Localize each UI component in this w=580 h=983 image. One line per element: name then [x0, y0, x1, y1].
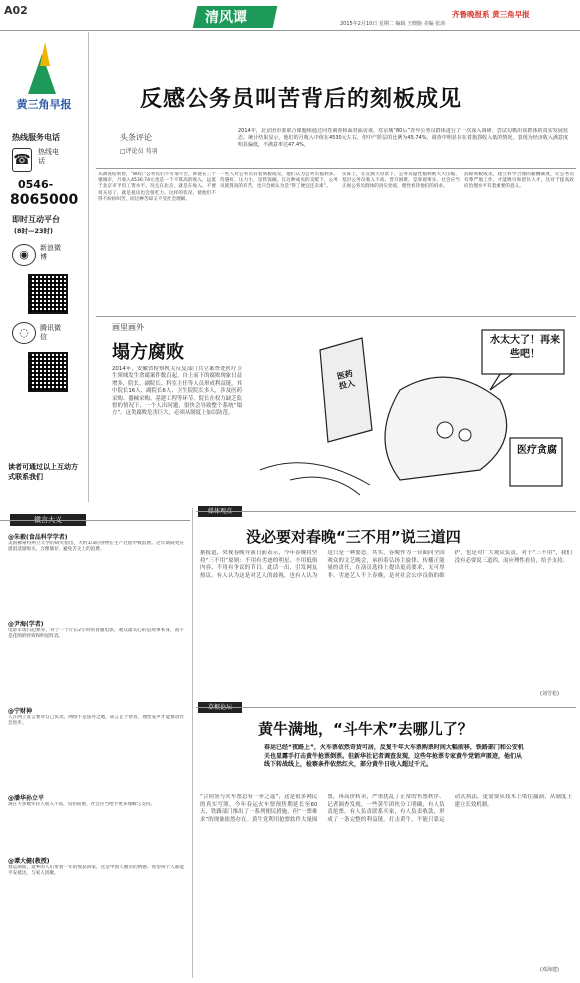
weibo-post-text: 电影市场日趋繁荣，对于一个片长2小时的普通电影，观众最关心的是故事本身，而不是花哨的特效和明星阵容。 [8, 628, 184, 640]
weibo-icon[interactable]: ◉ [12, 244, 36, 266]
cartoon-speech: 水太大了！再来些吧！ [490, 335, 560, 360]
lower-divider [192, 508, 193, 978]
phone-number: 8065000 [10, 192, 79, 208]
cartoon-section-label: 画里画外 [112, 323, 144, 332]
news-label: 草根论坛 [198, 702, 242, 713]
commentary-col-1: 从调查结果看，“80后”公务员们不可谓不苦，即使在三十强城市，月收入4530.74元也是一个不算高的收入，远低于北京市平均工资水平。况且在北京，就是在收入、不要说买房了，就是租房也会很吃力。这样的状况，使他们不得不纷纷叫苦，而这种苦却又不受社会理解。 [98, 172, 216, 202]
weibo-post-text: 春运期间，返乡的人们带着一年的收获回家，这是中国人独有的情感。希望每个人都能平安抵达，与家人团聚。 [8, 865, 184, 877]
column-rule [196, 511, 576, 512]
news-rule [196, 707, 576, 708]
cartoon-rule [96, 316, 576, 317]
weibo-label: 新浪微博 [40, 244, 61, 261]
weixin-label: 腾讯微信 [40, 324, 61, 341]
column-author: (刘雪松) [540, 691, 559, 697]
news-lead: 春运已经“夜路上”，火车票依然奇货可居，反复千年大车票购票时间大幅前移，铁路部门和公安机关也显露手打击黄牛抢票倒票。但新华社记者调查发现，这些年抢票专家黄牛党销声匿迹，他们从线下转战线上，检察条件依然红火，部分黄牛日收入超过千元。 [264, 744, 524, 769]
weibo-post-user[interactable]: @尹海(学者) [8, 621, 44, 628]
cartoon-body: 2014年，安徽省检察机关反复部门共立案查处医疗卫生领域发生贪腐案件数百起。自上而下的腐败现象日益增多，院长、副院长、科室主任等人员形成利益链，其中院长16人、副院长6人、卫生院院长多人，涉及医药采购、器械采购、基建工程等环节。院长在权力缺乏监督的情况下，一个人出问题，很快会导致整个系统“塌方”。这类腐败危害巨大，必须从制度上加以防范。 [112, 366, 242, 417]
weibo-post [8, 619, 184, 692]
weibo-posts [8, 532, 184, 929]
commentary-col-3: 实际上，在反腐大背景下，公务员隐性福利被大大压缩，基层公务员收入不高、晋升困难，是客观事实。社会应当正视公务员群体的真实处境，理性看待他们的诉求。 [342, 172, 460, 190]
commentary-author: □评论员 苟羽 [120, 148, 158, 155]
column-label: 媒体观点 [198, 506, 242, 517]
news-author: (邓海建) [540, 967, 559, 973]
weibo-post [8, 793, 184, 842]
column-title: 没必要对春晚“三不用”说三道四 [246, 528, 461, 546]
weixin-qr-code[interactable] [28, 352, 68, 392]
weibo-post-text: 现在大多数年轻人收入不高，负担较重，社会应当给予更多理解与支持。 [8, 802, 156, 807]
news-title: 黄牛满地，“斗牛术”去哪儿了？ [258, 720, 473, 738]
weibo-section-label: 微言大义 [10, 514, 86, 526]
weibo-post-user[interactable]: @谭大健(教授) [8, 858, 50, 865]
hotline-label: 热线电话 [38, 148, 59, 165]
phone-area: 0546- [18, 178, 54, 191]
weibo-post-text: 人在网上发言要对自己负责。网络不是法外之地，谣言止于智者，理性发声才能推动社会进步。 [8, 715, 184, 727]
section-title: 清风谭 [205, 10, 247, 26]
column-body: 据报道，央视春晚导演日前表示，今年春晚将坚持“三不用”原则：不用有劣迹的明星、不用低俗内容、不用有争议的节目。此话一出，引发网友热议。有人认为这是对艺人的歧视，也有人认为这只是一种姿态。其实，春晚作为一台面向全国观众的文艺晚会，承担着弘扬主旋律、传播正能量的责任，在演员选择上提出更高要求，无可厚非。劣迹艺人不上春晚，是对社会公序良俗的维护，也是对广大观众负责。对于“三不用”，我们没有必要说三道四，而应理性看待，给予支持。 [200, 550, 572, 579]
hotline-title: 热线服务电话 [12, 133, 60, 142]
weixin-icon[interactable]: ◌ [12, 322, 36, 344]
headline: 反感公务员叫苦背后的刻板成见 [140, 87, 463, 112]
cartoon-sign-text: 医疗贪腐 [517, 445, 557, 456]
header-rule [0, 30, 580, 31]
platform-title: 即时互动平台 [12, 215, 60, 224]
sidebar-footer: 读者可通过以上互动方式联系我们 [8, 463, 78, 481]
platform-hours: (8时—23时) [14, 227, 54, 235]
commentary-kicker: 头条评论 [120, 133, 152, 142]
issue-meta: 2015年2月10日 星期二 编辑 王晓路 美编 张涛 [340, 21, 446, 27]
weibo-post-user[interactable]: @宁财神 [8, 708, 33, 715]
weibo-post-user[interactable]: @朱毅(食品科学学者) [8, 534, 68, 541]
weibo-post-text: 美国佛蒙特州立大学的研究指出，大约1/3的食物在生产过程中被浪费。过年期间更应提倡适量购买、合理储存，避免舌尖上的浪费。 [8, 541, 184, 553]
page-code: A02 [4, 4, 28, 17]
logo-accent-icon [40, 42, 50, 66]
cartoon-illustration [250, 320, 576, 500]
brand-masthead: 齐鲁晚报系 黄三角早报 [452, 10, 530, 19]
weibo-post [8, 532, 184, 605]
commentary-rule [96, 168, 576, 169]
weibo-post-user[interactable]: @潘华孙立平 [8, 795, 45, 802]
weibo-rule [0, 520, 190, 521]
cartoon-title: 塌方腐败 [112, 342, 184, 363]
weibo-post [8, 706, 184, 779]
news-body: “合同签与火车票总有一步之遥”，这是很多网民的真实写照。今年春运火车票预售期延长至60天，铁路部门推出了一系列便民措施，但“一票难求”的现象依然存在。黄牛党利用抢票软件大量囤票，再高价转卖，严重扰乱了正常的售票秩序。记者调查发现，一些黄牛团伙分工明确，有人负责抢票，有人负责联系买家，有人负责收款，形成了一条完整的利益链。打击黄牛，不能只靠运动式执法，更需要从技术上堵住漏洞，从制度上建立长效机制。 [200, 794, 572, 823]
weibo-post [8, 856, 184, 929]
weibo-qr-code[interactable] [28, 274, 68, 314]
sidebar [0, 32, 86, 502]
sidebar-logo: 黄三角早报 [16, 98, 72, 111]
phone-icon: ☎ [12, 148, 32, 172]
commentary-col-4: 消除刻板成见，建立科学合理的薪酬制度，让公务员有尊严地工作，才能吸引和留住人才，这对于提高政府治理水平有着重要的意义。 [464, 172, 574, 190]
commentary-lead: 2014年，北京团市委联合课题组通过问卷调查和面对面访谈，对京城“80后”青年公务员群体进行了一次深入调研。尝试勾勒出该群体的真实发展状态。统计结果显示，他们的月收入中值在4530元左右，但中产阶层的比例为45.74%，调查中明显存在着抱怨收入低的情况，表现为经济收入满意度明显偏低，不满意率达47.4%。 [238, 128, 568, 149]
sidebar-divider [88, 32, 89, 502]
cartoon-bag-text: 医药投入 [336, 368, 356, 391]
commentary-col-2: 一些人对公务员有着刻板成见，他们认为公务员福利多、待遇好、压力小，是铁饭碗。在这种成见的支配下，公务员就算真的有苦，也只会被认为是“得了便宜还卖乖”。 [220, 172, 338, 190]
